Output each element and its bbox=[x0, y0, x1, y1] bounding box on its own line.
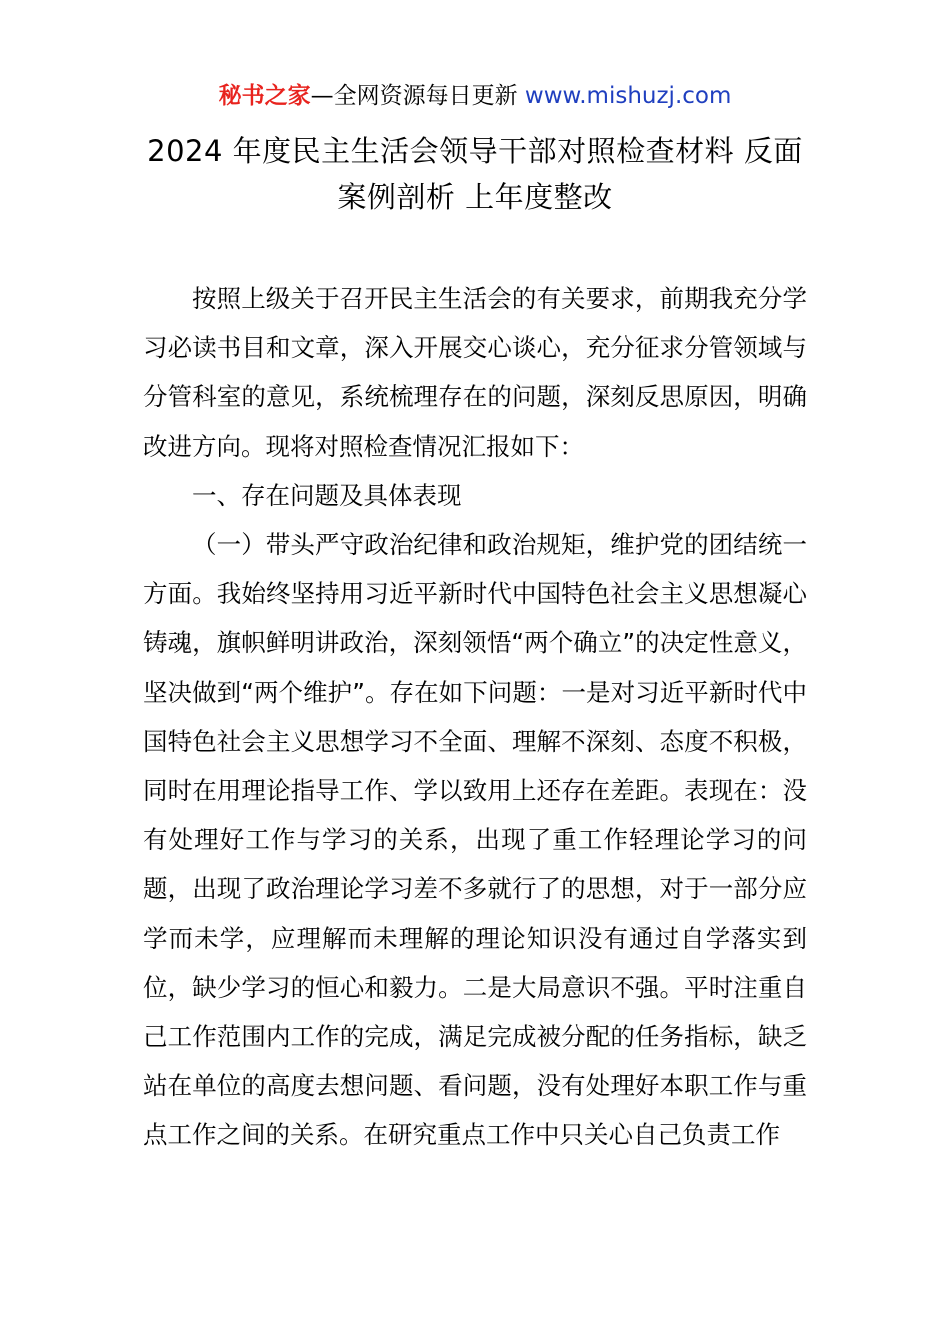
header-tagline: —全网资源每日更新 bbox=[310, 83, 525, 109]
section-heading: 一、存在问题及具体表现 bbox=[192, 480, 462, 510]
header-url-link[interactable]: www.mishuzj.com bbox=[524, 83, 732, 109]
document-title: 2024 年度民主生活会领导干部对照检查材料 反面案例剖析 上年度整改 bbox=[147, 134, 803, 214]
intro-paragraph: 按照上级关于召开民主生活会的有关要求，前期我充分学习必读书目和文章，深入开展交心谈心，充分征求分管领域与分管科室的意见，系统梳理存在的问题，深刻反思原因，明确改进方向。现将对照检查情况汇报如下： bbox=[143, 284, 807, 461]
section-paragraph: （一）带头严守政治纪律和政治规矩，维护党的团结统一方面。我始终坚持用习近平新时代中国特色社会主义思想凝心铸魂，旗帜鲜明讲政治，深刻领悟“两个确立”的决定性意义，坚决做到“两个维护”。存在如下问题：一是对习近平新时代中国特色社会主义思想学习不全面、理解不深刻、态度不积极，同时在用理论指导工作、学以致用上还存在差距。表现在：没有处理好工作与学习的关系，出现了重工作轻理论学习的问题，出现了政治理论学习差不多就行了的思想，对于一部分应学而未学，应理解而未理解的理论知识没有通过自学落实到位，缺少学习的恒心和毅力。二是大局意识不强。平时注重自己工作范围内工作的完成，满足完成被分配的任务指标，缺乏站在单位的高度去想问题、看问题，没有处理好本职工作与重点工作之间的关系。在研究重点工作中只关心自己负责工作 bbox=[143, 530, 807, 1150]
document-body bbox=[143, 274, 807, 1160]
site-header bbox=[0, 80, 950, 112]
brand-name: 秘书之家 bbox=[218, 83, 311, 109]
